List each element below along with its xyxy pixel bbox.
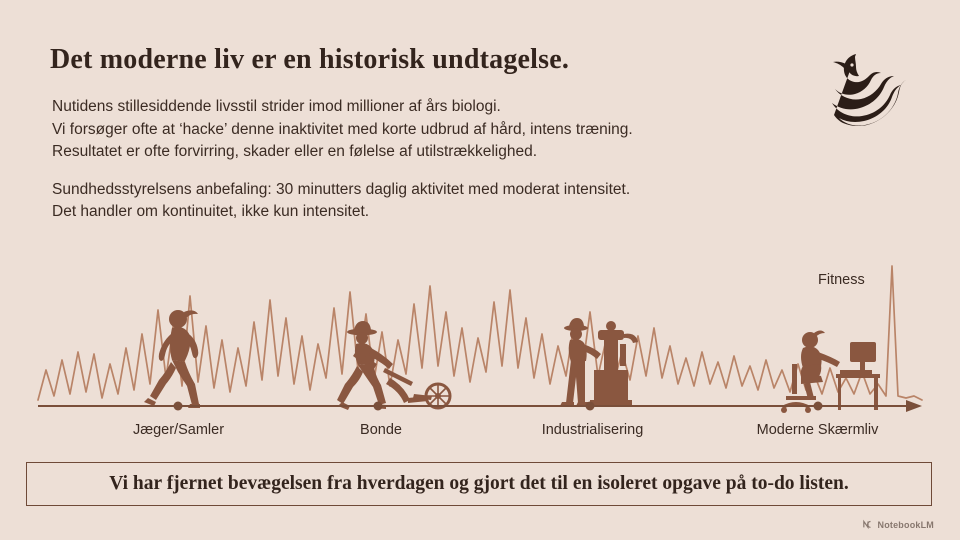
footer-brand-label: NotebookLM xyxy=(877,520,934,530)
annotation-fitness: Fitness xyxy=(818,272,865,288)
body-text xyxy=(52,96,842,224)
paragraph-line: Vi forsøger ofte at ‘hacke’ denne inaktivitet med korte udbrud af hård, intens træning. xyxy=(52,120,633,138)
axis-label-hunter-gatherer: Jæger/Samler xyxy=(132,422,225,438)
paragraph-recommendation xyxy=(52,179,842,224)
callout-text: Vi har fjernet bevægelsen fra hverdagen og gjort det til en isoleret opgave på to-do listen. xyxy=(109,473,849,494)
notebooklm-logo-icon xyxy=(862,516,874,534)
paragraph-line: Nutidens stillesiddende livsstil strider imod millioner af års biologi. xyxy=(52,98,501,115)
timeline-axis xyxy=(30,398,930,420)
callout-box xyxy=(26,462,932,506)
paragraph-line: Resultatet er ofte forvirring, skader eller en følelse af utilstrækkelighed. xyxy=(52,143,538,160)
footer-watermark xyxy=(862,516,935,534)
paragraph-line: Det handler om kontinuitet, ikke kun intensitet. xyxy=(52,203,370,220)
page-title: Det moderne liv er en historisk undtagelse. xyxy=(50,44,570,75)
axis-label-industrialisation: Industrialisering xyxy=(541,422,644,438)
activity-timeline-chart xyxy=(30,248,930,418)
timeline-axis-labels xyxy=(30,422,930,444)
paragraph-line: Sundhedsstyrelsens anbefaling: 30 minutters daglig aktivitet med moderat intensitet. xyxy=(52,180,631,198)
paragraph-intro xyxy=(52,96,842,164)
axis-label-farmer: Bonde xyxy=(360,422,402,438)
axis-label-modern-screen-life: Moderne Skærmliv xyxy=(756,422,879,438)
